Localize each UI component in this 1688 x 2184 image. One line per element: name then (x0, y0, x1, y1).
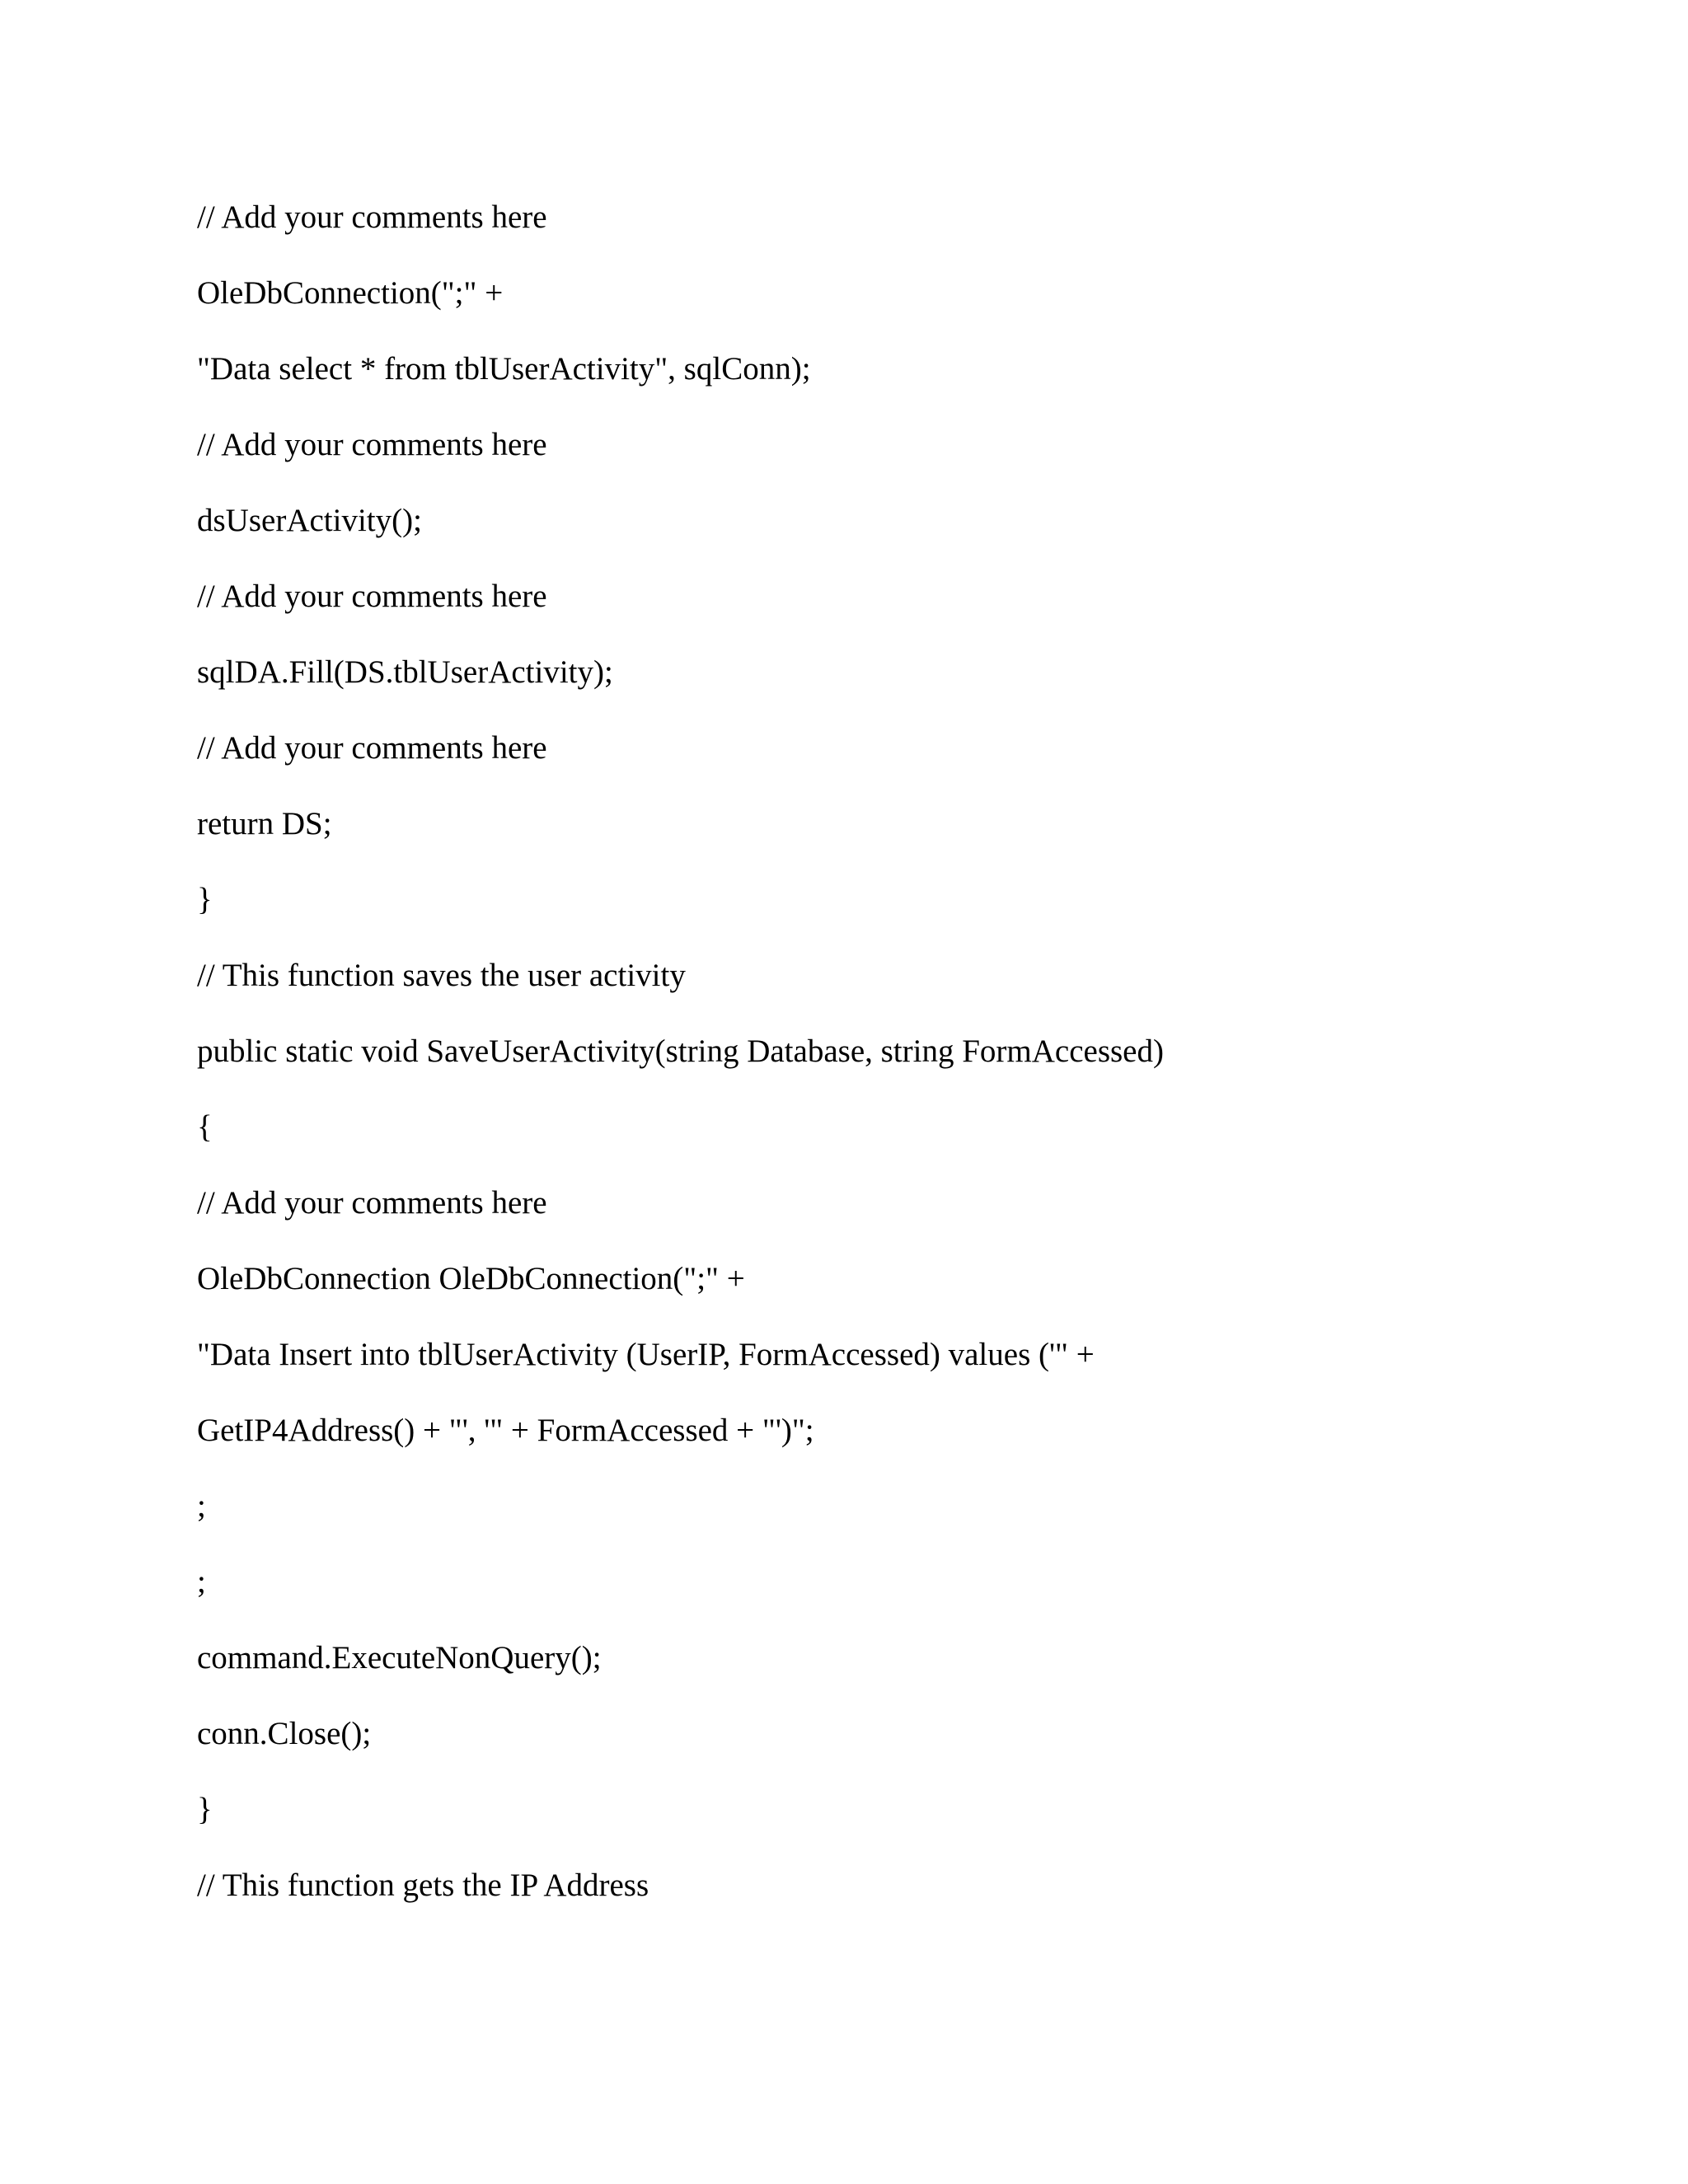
code-line: // Add your comments here (197, 427, 547, 462)
code-line: // This function saves the user activity (197, 958, 686, 993)
code-listing (197, 188, 1164, 1932)
code-line: OleDbConnection OleDbConnection(";" + (197, 1261, 745, 1296)
code-line: sqlDA.Fill(DS.tblUserActivity); (197, 654, 613, 690)
code-line: GetIP4Address() + "', '" + FormAccessed + "')"; (197, 1413, 814, 1448)
code-line: dsUserActivity(); (197, 503, 422, 538)
code-line: { (197, 1109, 213, 1145)
code-line: } (197, 1792, 213, 1827)
code-line: conn.Close(); (197, 1716, 372, 1751)
code-line: public static void SaveUserActivity(string Database, string FormAccessed) (197, 1033, 1164, 1069)
code-line: // Add your comments here (197, 579, 547, 614)
code-line: "Data Insert into tblUserActivity (UserIP, FormAccessed) values ('" + (197, 1337, 1095, 1372)
code-line: // Add your comments here (197, 730, 547, 766)
code-line: // This function gets the IP Address (197, 1868, 649, 1903)
code-line: command.ExecuteNonQuery(); (197, 1640, 602, 1675)
code-line: // Add your comments here (197, 199, 547, 235)
code-line: OleDbConnection(";" + (197, 275, 504, 311)
code-line: return DS; (197, 806, 332, 841)
code-line: ; (197, 1488, 206, 1524)
code-line: } (197, 882, 213, 917)
code-line: ; (197, 1564, 206, 1600)
code-line: // Add your comments here (197, 1185, 547, 1221)
code-line: "Data select * from tblUserActivity", sqlConn); (197, 351, 811, 387)
